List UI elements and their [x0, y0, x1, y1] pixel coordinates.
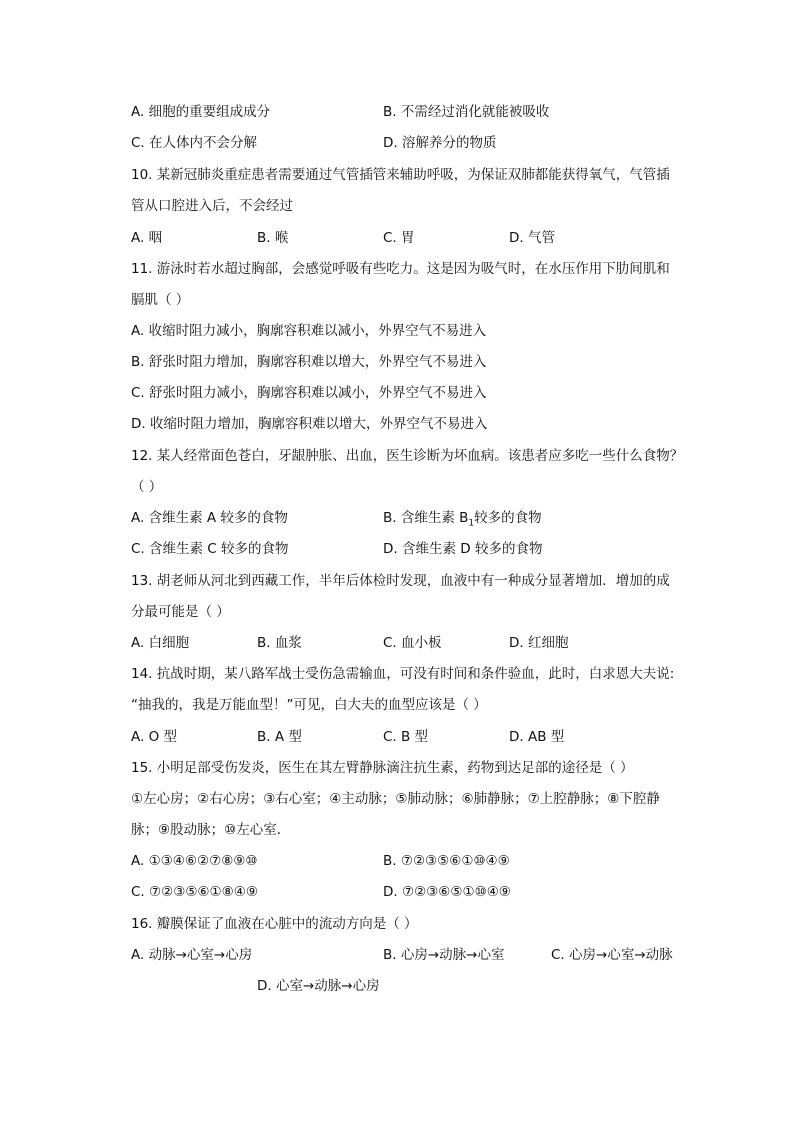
q15-stem-line2: ①左心房；②右心房；③右心室；④主动脉；⑤肺动脉；⑥肺静脉；⑦上腔静脉；⑧下腔静 — [131, 791, 660, 807]
q13-option-b: B. 血浆 — [257, 635, 302, 651]
q16-option-d: D. 心室→动脉→心房 — [257, 978, 380, 994]
q9-option-a: A. 细胞的重要组成成分 — [131, 104, 271, 120]
q16-option-c: C. 心房→心室→动脉 — [551, 947, 673, 963]
q15-stem-line1: 15. 小明足部受伤发炎，医生在其左臂静脉滴注抗生素，药物到达足部的途径是（ ） — [131, 760, 634, 776]
q12-option-b-text: B. 含维生素 B — [383, 510, 469, 526]
q16-option-b: B. 心房→动脉→心室 — [383, 947, 505, 963]
q11-option-d: D. 收缩时阻力增加，胸廓容积难以增大，外界空气不易进入 — [131, 416, 488, 432]
q15-stem-line3: 脉；⑨股动脉；⑩左心室． — [131, 822, 291, 838]
q15-option-a: A. ①③④⑥②⑦⑧⑨⑩ — [131, 853, 258, 869]
q15-option-d: D. ⑦②③⑥⑤①⑩④⑨ — [383, 884, 511, 900]
q10-option-d: D. 气管 — [509, 230, 555, 246]
q10-option-a: A. 咽 — [131, 230, 163, 246]
q15-option-c: C. ⑦②③⑤⑥①⑧④⑨ — [131, 884, 258, 900]
q11-stem-line1: 11. 游泳时若水超过胸部，会感觉呼吸有些吃力。这是因为吸气时，在水压作用下肋间肌和 — [131, 261, 670, 277]
q13-option-c: C. 血小板 — [383, 635, 442, 651]
q11-option-b: B. 舒张时阻力增加，胸廓容积难以增大，外界空气不易进入 — [131, 354, 487, 370]
q15-option-b: B. ⑦②③⑤⑥①⑩④⑨ — [383, 853, 510, 869]
q12-option-a: A. 含维生素 A 较多的食物 — [131, 510, 288, 526]
q9-option-d: D. 溶解养分的物质 — [383, 135, 497, 151]
q14-stem-line1: 14. 抗战时期，某八路军战士受伤急需输血，可没有时间和条件验血，此时，白求恩大夫说: — [131, 666, 675, 682]
q13-option-d: D. 红细胞 — [509, 635, 569, 651]
q13-stem-line1: 13. 胡老师从河北到西藏工作，半年后体检时发现，血液中有一种成分显著增加．增加的成 — [131, 573, 670, 589]
q12-option-b-subscript: 1 — [468, 518, 475, 529]
q13-option-a: A. 白细胞 — [131, 635, 190, 651]
q14-option-c: C. B 型 — [383, 729, 429, 745]
q16-stem-line1: 16. 瓣膜保证了血液在心脏中的流动方向是（ ） — [131, 916, 418, 932]
q14-option-b: B. A 型 — [257, 729, 302, 745]
q11-option-c: C. 舒张时阻力减小，胸廓容积难以减小，外界空气不易进入 — [131, 385, 487, 401]
q14-option-d: D. AB 型 — [509, 729, 565, 745]
q10-option-c: C. 胃 — [383, 230, 415, 246]
q10-stem-line1: 10. 某新冠肺炎重症患者需要通过气管插管来辅助呼吸，为保证双肺都能获得氧气，气管插 — [131, 167, 670, 183]
q10-option-b: B. 喉 — [257, 230, 289, 246]
q14-stem-line2: “抽我的，我是万能血型！”可见，白大夫的血型应该是（ ） — [131, 697, 487, 713]
q12-option-d: D. 含维生素 D 较多的食物 — [383, 541, 543, 557]
q9-option-c: C. 在人体内不会分解 — [131, 135, 258, 151]
q11-stem-line2: 膈肌（ ） — [131, 292, 190, 308]
q12-option-b — [383, 508, 542, 534]
q9-option-b: B. 不需经过消化就能被吸收 — [383, 104, 550, 120]
q12-option-c: C. 含维生素 C 较多的食物 — [131, 541, 289, 557]
q16-option-a: A. 动脉→心室→心房 — [131, 947, 253, 963]
q11-option-a: A. 收缩时阻力减小，胸廓容积难以减小，外界空气不易进入 — [131, 323, 487, 339]
q12-stem-line2: （ ） — [131, 479, 163, 495]
q10-stem-line2: 管从口腔进入后，不会经过 — [131, 198, 293, 214]
q14-option-a: A. O 型 — [131, 729, 177, 745]
q12-stem-line1: 12. 某人经常面色苍白，牙龈肿胀、出血，医生诊断为坏血病。该患者应多吃一些什么食物？ — [131, 448, 684, 464]
q13-stem-line2: 分最可能是（ ） — [131, 604, 230, 620]
q12-option-b-suffix: 较多的食物 — [474, 510, 542, 526]
